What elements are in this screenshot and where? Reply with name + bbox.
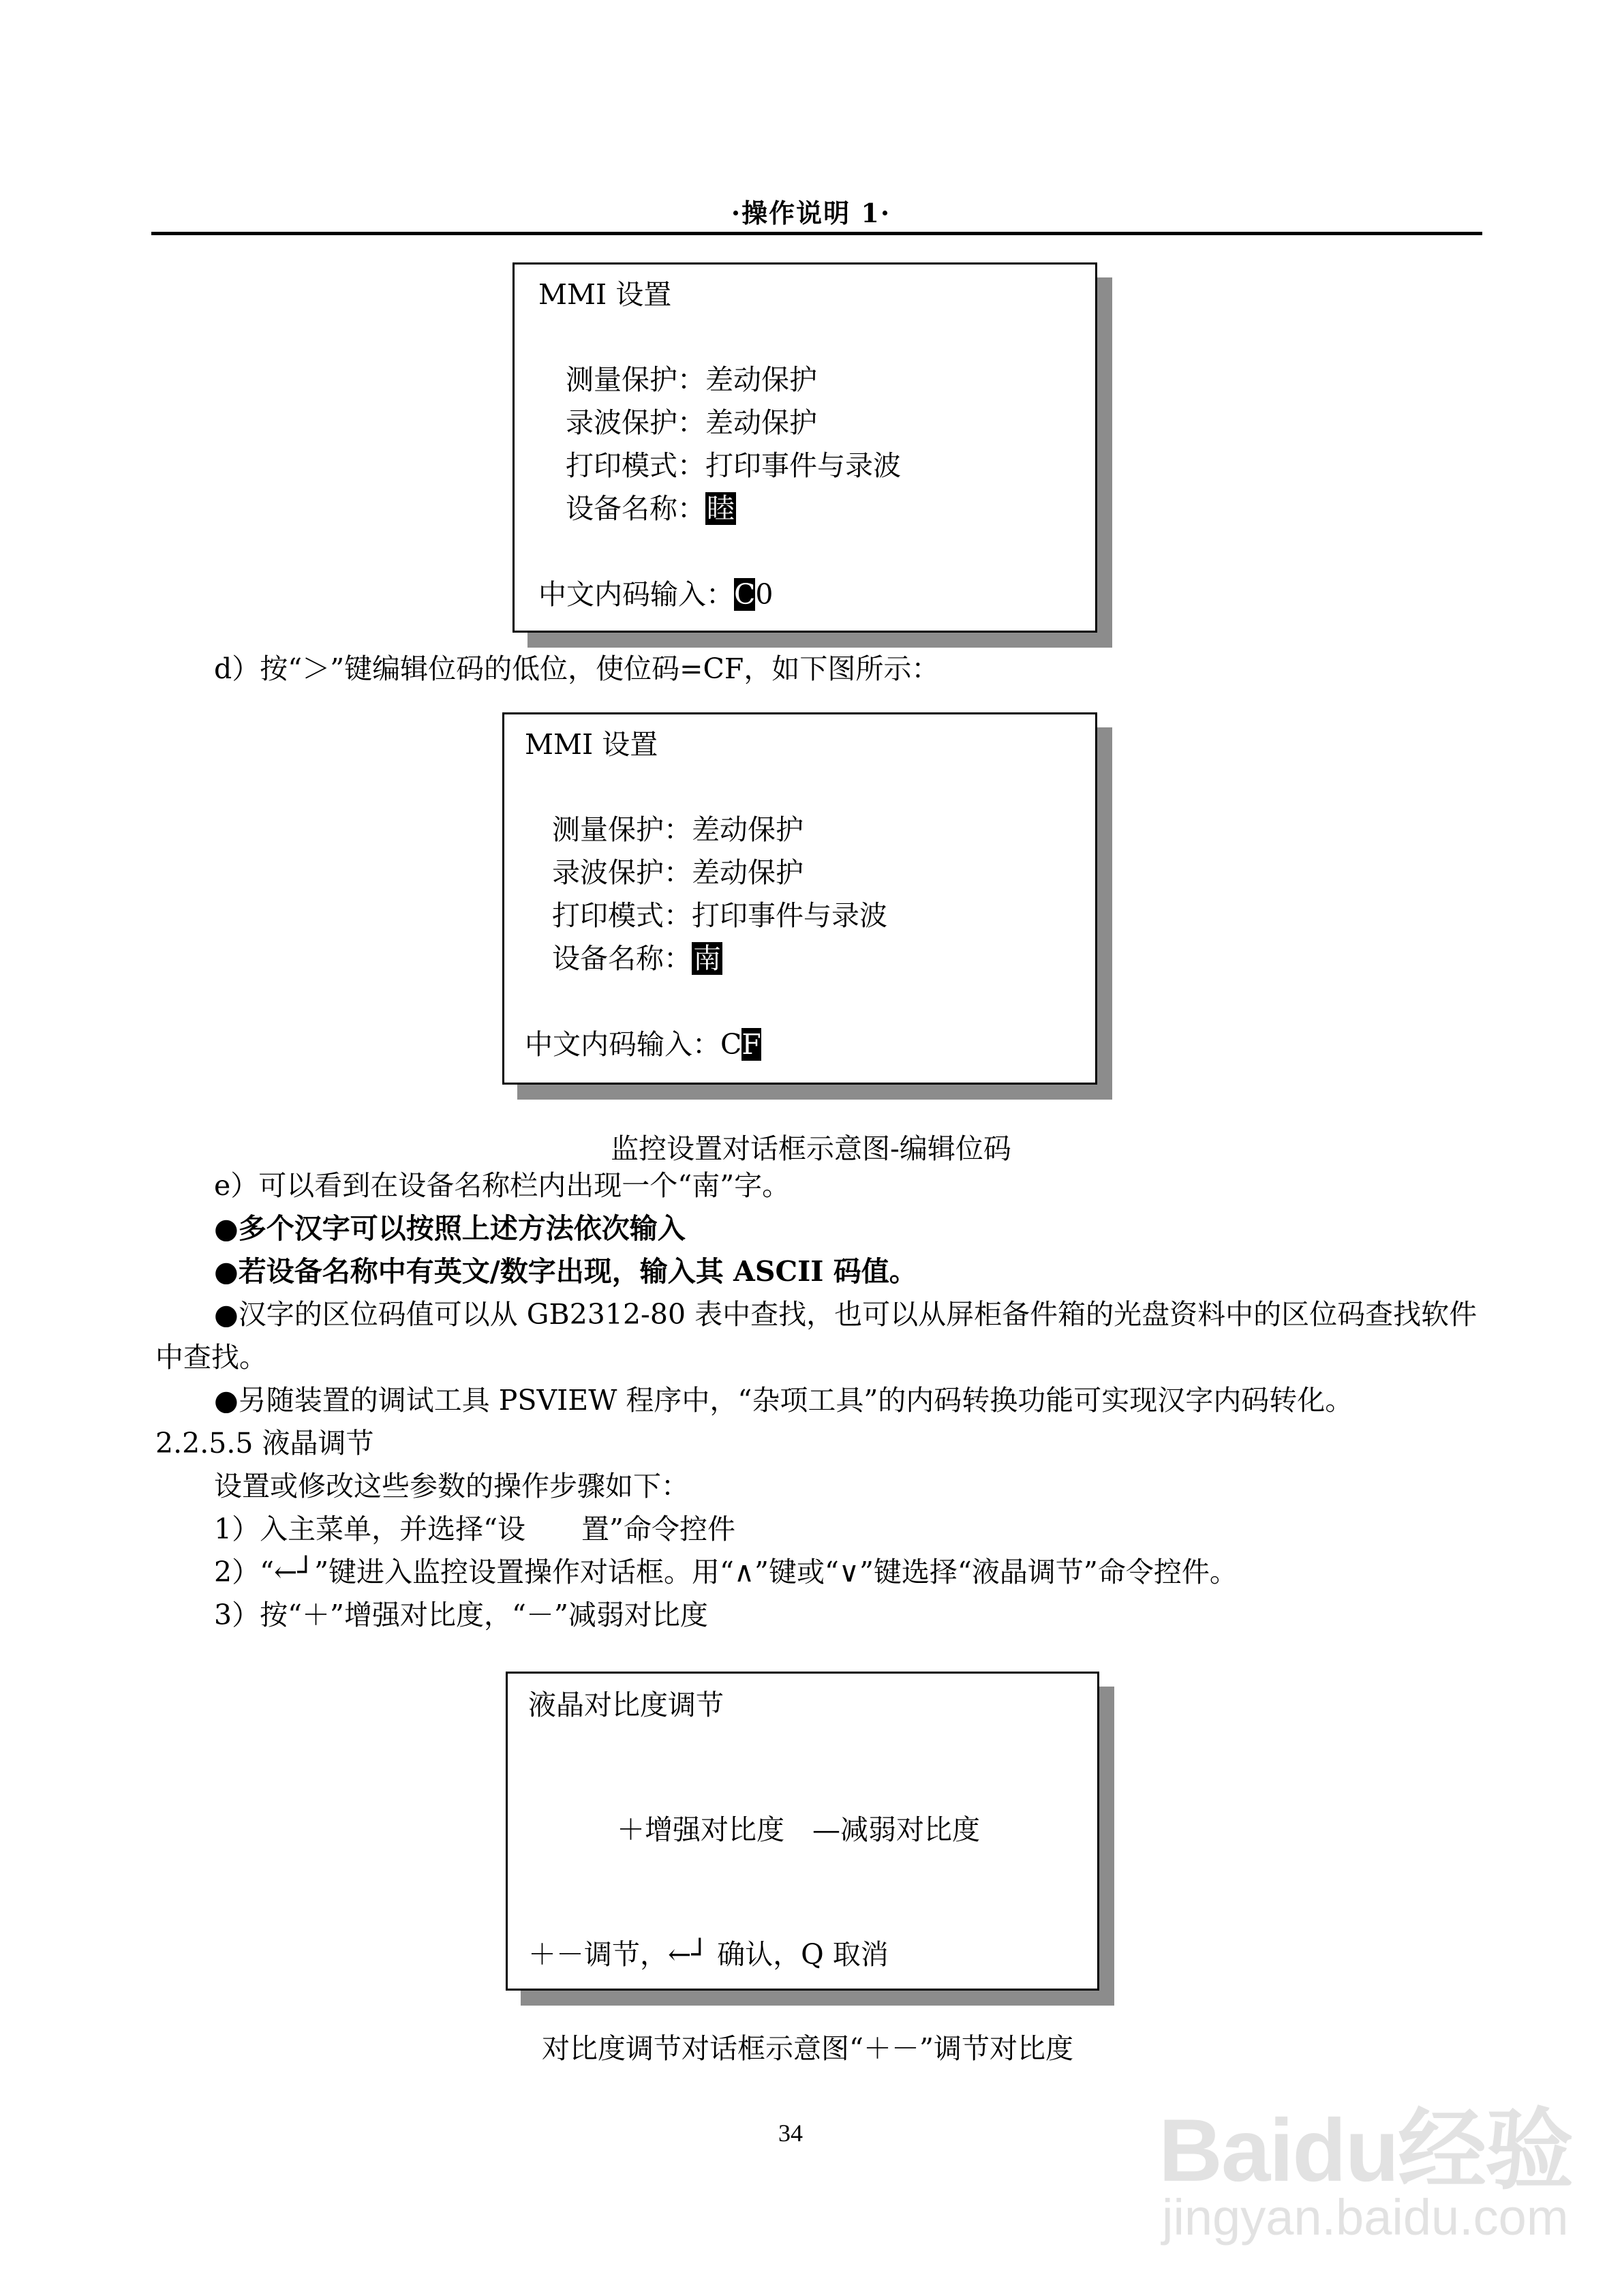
row-measure-protect — [566, 363, 817, 396]
code-input-row — [525, 1028, 761, 1061]
row-label: 录波保护： — [552, 856, 692, 889]
bullet-2: ●若设备名称中有英文/数字出现，输入其 ASCII 码值。 — [214, 1255, 917, 1288]
intro-text: 设置或修改这些参数的操作步骤如下： — [214, 1470, 689, 1502]
device-name-field[interactable]: 南 — [693, 942, 721, 975]
baidu-watermark-url: jingyan.baidu.com — [1162, 2189, 1569, 2246]
row-print-mode — [566, 449, 901, 482]
step-e: e）可以看到在设备名称栏内出现一个“南”字。 — [214, 1169, 791, 1202]
row-device-name — [566, 492, 736, 525]
input-cursor-char: F — [741, 1028, 761, 1061]
row-value: 打印事件与录波 — [705, 449, 901, 482]
row-value: 差动保护 — [705, 363, 817, 396]
page-number: 34 — [778, 2119, 803, 2147]
row-label: 设备名称： — [566, 492, 705, 525]
header-rule — [151, 232, 1482, 235]
row-print-mode — [552, 899, 887, 932]
row-value: 差动保护 — [705, 406, 817, 439]
dialog-footer: ＋－调节，←┘ 确认，Q 取消 — [528, 1938, 889, 1971]
input-cursor-char: C — [734, 578, 756, 611]
bullet-3-continued: 中查找。 — [155, 1341, 267, 1374]
row-device-name — [552, 942, 722, 975]
contrast-dialog — [506, 1672, 1114, 2006]
bullet-1: ●多个汉字可以按照上述方法依次输入 — [214, 1212, 686, 1245]
code-input-row — [538, 578, 773, 611]
input-rest-char: 0 — [755, 578, 774, 611]
row-value: 差动保护 — [692, 856, 804, 889]
input-label: 中文内码输入： — [525, 1028, 720, 1061]
baidu-watermark-logo: Baidu经验 — [1159, 2100, 1573, 2200]
dialog-frame — [502, 712, 1097, 1085]
row-label: 测量保护： — [566, 363, 705, 396]
step-2: 2）“←┘”键进入监控设置操作对话框。用“∧”键或“∨”键选择“液晶调节”命令控件。 — [214, 1556, 1238, 1588]
bullet-3: ●汉字的区位码值可以从 GB2312-80 表中查找，也可以从屏柜备件箱的光盘资料中的区位码查找软件 — [214, 1298, 1478, 1331]
row-label: 录波保护： — [566, 406, 705, 439]
row-label: 打印模式： — [566, 449, 705, 482]
step-d: d）按“＞”键编辑位码的低位，使位码=CF，如下图所示： — [214, 652, 940, 685]
row-record-protect — [552, 856, 804, 889]
device-name-field[interactable]: 睦 — [707, 492, 735, 525]
row-value: 打印事件与录波 — [692, 899, 887, 932]
step-1: 1）入主菜单，并选择“设 置”命令控件 — [214, 1513, 736, 1545]
input-label: 中文内码输入： — [538, 578, 734, 611]
row-record-protect — [566, 406, 817, 439]
dialog-frame — [506, 1672, 1099, 1991]
row-measure-protect — [552, 813, 804, 846]
dialog-title: MMI 设置 — [525, 728, 658, 761]
row-label: 设备名称： — [552, 942, 692, 975]
dialog-title: 液晶对比度调节 — [528, 1689, 724, 1721]
row-label: 测量保护： — [552, 813, 692, 846]
bullet-4: ●另随装置的调试工具 PSVIEW 程序中，“杂项工具”的内码转换功能可实现汉字内码转化。 — [214, 1384, 1353, 1417]
code-input-field[interactable] — [720, 1028, 761, 1061]
figure-caption-2: 对比度调节对话框示意图“＋－”调节对比度 — [542, 2032, 1073, 2065]
row-label: 打印模式： — [552, 899, 692, 932]
code-input-field[interactable] — [734, 578, 773, 611]
mmi-dialog-1 — [512, 262, 1112, 648]
input-rest-char: C — [720, 1028, 742, 1061]
step-3: 3）按“＋”增强对比度，“－”减弱对比度 — [214, 1599, 708, 1631]
row-value: 差动保护 — [692, 813, 804, 846]
contrast-instructions: ＋增强对比度 —减弱对比度 — [617, 1813, 980, 1846]
figure-caption-1: 监控设置对话框示意图-编辑位码 — [611, 1132, 1011, 1165]
dialog-frame — [512, 262, 1097, 633]
page-header: ·操作说明 1· — [731, 198, 891, 228]
section-heading: 2.2.5.5 液晶调节 — [155, 1427, 374, 1460]
mmi-dialog-2 — [502, 712, 1112, 1100]
dialog-title: MMI 设置 — [538, 278, 672, 311]
